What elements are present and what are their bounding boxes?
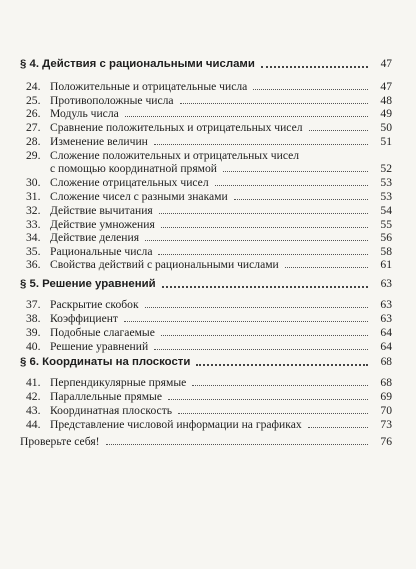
entry-title: Изменение величин bbox=[50, 135, 148, 148]
entry-number: 36. bbox=[26, 258, 41, 271]
entry-title: Параллельные прямые bbox=[50, 390, 162, 403]
toc-entry bbox=[26, 204, 392, 217]
entry-title: Коэффициент bbox=[50, 312, 118, 325]
toc-entry bbox=[26, 404, 392, 417]
section-title: § 4. Действия с рациональными числами bbox=[20, 58, 255, 70]
toc-entry bbox=[26, 135, 392, 148]
entry-title: Сравнение положительных и отрицательных чисел bbox=[50, 121, 303, 134]
entry-number: 41. bbox=[26, 376, 41, 389]
entry-title: Решение уравнений bbox=[50, 340, 149, 353]
dot-leader bbox=[196, 364, 368, 366]
toc-entry-continuation bbox=[50, 162, 392, 175]
entry-title: Представление числовой информации на графиках bbox=[50, 418, 302, 431]
dot-leader bbox=[145, 307, 368, 308]
toc-entry bbox=[26, 80, 392, 93]
entry-title: Перпендикулярные прямые bbox=[50, 376, 187, 389]
page-number: 50 bbox=[380, 121, 392, 134]
entry-number: 28. bbox=[26, 135, 41, 148]
entry-title-continued: с помощью координатной прямой bbox=[50, 162, 218, 175]
entry-number: 39. bbox=[26, 326, 41, 339]
page-number: 76 bbox=[380, 435, 392, 448]
toc-entry bbox=[26, 418, 392, 431]
toc-entry bbox=[26, 176, 392, 189]
page-number: 58 bbox=[380, 245, 392, 258]
page-number: 63 bbox=[380, 298, 392, 311]
entry-number: 42. bbox=[26, 390, 41, 403]
entry-number: 33. bbox=[26, 218, 41, 231]
page-number: 64 bbox=[380, 340, 392, 353]
dot-leader bbox=[178, 413, 368, 414]
toc-entry bbox=[26, 218, 392, 231]
entry-title: Сложение отрицательных чисел bbox=[50, 176, 209, 189]
entry-number: 38. bbox=[26, 312, 41, 325]
page-number: 51 bbox=[380, 135, 392, 148]
dot-leader bbox=[124, 321, 368, 322]
entry-title: Проверьте себя! bbox=[20, 435, 100, 448]
page-number: 54 bbox=[380, 204, 392, 217]
dot-leader bbox=[162, 286, 368, 288]
page-number: 68 bbox=[380, 356, 392, 368]
entry-number: 25. bbox=[26, 94, 41, 107]
dot-leader bbox=[168, 399, 368, 400]
toc-entry bbox=[26, 245, 392, 258]
page-number: 53 bbox=[380, 190, 392, 203]
entry-title: Действие умножения bbox=[50, 218, 155, 231]
entry-title: Сложение положительных и отрицательных чисел bbox=[50, 149, 300, 162]
toc-entry bbox=[26, 107, 392, 120]
section-title: § 6. Координаты на плоскости bbox=[20, 356, 191, 368]
dot-leader bbox=[253, 89, 368, 90]
page-number: 61 bbox=[380, 258, 392, 271]
section-title: § 5. Решение уравнений bbox=[20, 278, 156, 290]
toc-entry bbox=[26, 94, 392, 107]
toc-entry bbox=[26, 312, 392, 325]
dot-leader bbox=[180, 103, 368, 104]
section-heading bbox=[20, 58, 392, 71]
entry-title: Модуль числа bbox=[50, 107, 119, 120]
page-number: 64 bbox=[380, 326, 392, 339]
dot-leader bbox=[106, 444, 368, 445]
page-number: 63 bbox=[380, 312, 392, 325]
dot-leader bbox=[145, 240, 368, 241]
dot-leader bbox=[215, 185, 368, 186]
entry-number: 37. bbox=[26, 298, 41, 311]
dot-leader bbox=[285, 267, 368, 268]
page-number: 68 bbox=[380, 376, 392, 389]
page-number: 63 bbox=[380, 278, 392, 290]
entry-number: 31. bbox=[26, 190, 41, 203]
entry-number: 44. bbox=[26, 418, 41, 431]
dot-leader bbox=[154, 144, 368, 145]
page-number: 56 bbox=[380, 231, 392, 244]
entry-number: 32. bbox=[26, 204, 41, 217]
entry-number: 43. bbox=[26, 404, 41, 417]
page-number: 49 bbox=[380, 107, 392, 120]
dot-leader bbox=[161, 335, 368, 336]
dot-leader bbox=[234, 199, 368, 200]
toc-entry bbox=[26, 298, 392, 311]
dot-leader bbox=[192, 385, 368, 386]
entry-number: 30. bbox=[26, 176, 41, 189]
entry-title: Подобные слагаемые bbox=[50, 326, 155, 339]
toc-entry bbox=[26, 376, 392, 389]
dot-leader bbox=[161, 227, 368, 228]
page-number: 70 bbox=[380, 404, 392, 417]
toc-entry bbox=[26, 231, 392, 244]
section-heading bbox=[20, 278, 392, 291]
page-number: 47 bbox=[380, 80, 392, 93]
entry-number: 34. bbox=[26, 231, 41, 244]
dot-leader bbox=[159, 213, 368, 214]
entry-number: 27. bbox=[26, 121, 41, 134]
entry-title: Противоположные числа bbox=[50, 94, 174, 107]
entry-number: 40. bbox=[26, 340, 41, 353]
page-number: 47 bbox=[380, 58, 392, 70]
toc-entry bbox=[26, 149, 392, 162]
page-number: 52 bbox=[380, 162, 392, 175]
dot-leader bbox=[223, 171, 368, 172]
page-number: 55 bbox=[380, 218, 392, 231]
dot-leader bbox=[154, 349, 368, 350]
dot-leader bbox=[125, 116, 368, 117]
entry-number: 35. bbox=[26, 245, 41, 258]
dot-leader bbox=[308, 427, 368, 428]
entry-title: Действие вычитания bbox=[50, 204, 153, 217]
entry-title: Раскрытие скобок bbox=[50, 298, 139, 311]
entry-title: Рациональные числа bbox=[50, 245, 153, 258]
toc-entry bbox=[26, 326, 392, 339]
page-number: 73 bbox=[380, 418, 392, 431]
entry-title: Координатная плоскость bbox=[50, 404, 173, 417]
toc-entry bbox=[26, 340, 392, 353]
dot-leader bbox=[309, 130, 368, 131]
entry-title: Свойства действий с рациональными числами bbox=[50, 258, 279, 271]
entry-number: 29. bbox=[26, 149, 41, 162]
page-number: 48 bbox=[380, 94, 392, 107]
toc-entry bbox=[26, 390, 392, 403]
entry-number: 24. bbox=[26, 80, 41, 93]
entry-title: Действие деления bbox=[50, 231, 140, 244]
dot-leader bbox=[261, 66, 368, 68]
entry-title: Положительные и отрицательные числа bbox=[50, 80, 248, 93]
section-heading bbox=[20, 356, 392, 369]
toc-entry bbox=[26, 190, 392, 203]
entry-title: Сложение чисел с разными знаками bbox=[50, 190, 228, 203]
page-number: 53 bbox=[380, 176, 392, 189]
page-number: 69 bbox=[380, 390, 392, 403]
toc-entry bbox=[26, 121, 392, 134]
toc-entry bbox=[26, 258, 392, 271]
entry-number: 26. bbox=[26, 107, 41, 120]
dot-leader bbox=[158, 254, 368, 255]
toc-entry-check bbox=[20, 435, 392, 448]
